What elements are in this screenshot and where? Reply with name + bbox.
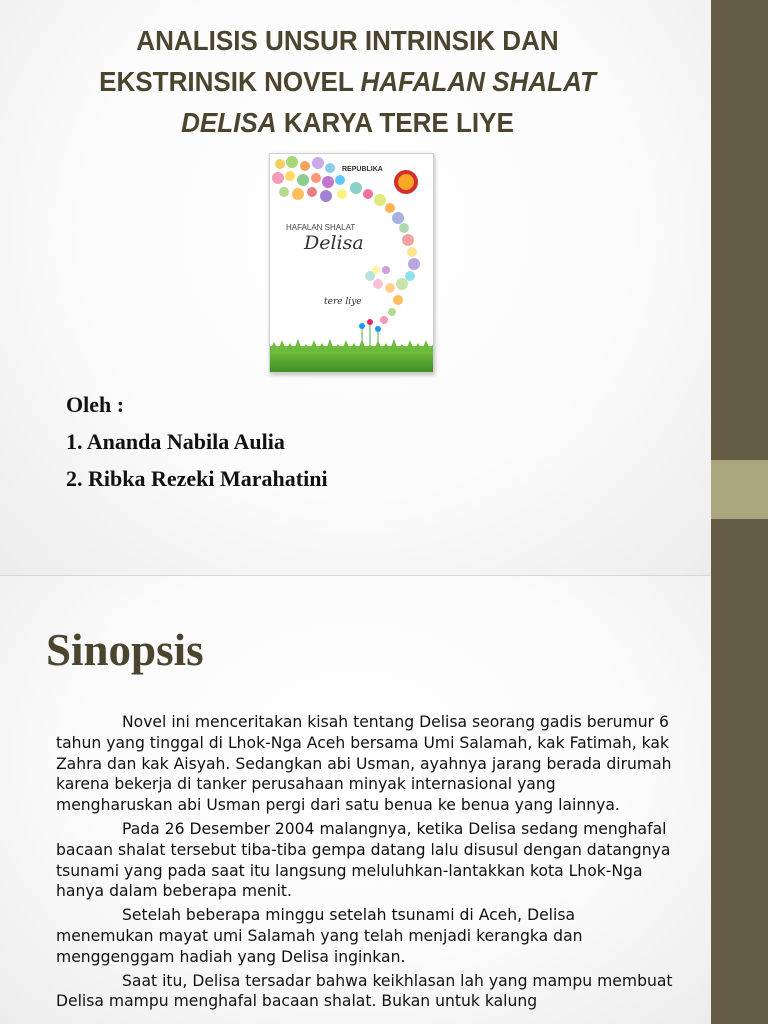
sinopsis-paragraph: Pada 26 Desember 2004 malangnya, ketika Delisa sedang menghafal bacaan shalat tersebut tiba-tiba gempa datang lalu disusul dengan datangnya tsunami yang pada saat itu langsung meluluhkan-lantakkan kota Lhok-Nga hanya dalam beberapa menit. [56, 819, 671, 901]
sinopsis-body [56, 712, 674, 1015]
authors-label: Oleh : [66, 392, 125, 417]
authors-block [66, 386, 328, 497]
cover-series: HAFALAN SHALAT [286, 223, 356, 232]
sinopsis-paragraph: Setelah beberapa minggu setelah tsunami di Aceh, Delisa menemukan mayat umi Salamah yang telah menjadi kerangka dan menggenggam hadiah yang Delisa inginkan. [56, 906, 583, 966]
sinopsis-paragraph: Saat itu, Delisa tersadar bahwa keikhlasan lah yang mampu membuat Delisa mampu menghafal bacaan shalat. Bukan untuk kalung [56, 971, 673, 1011]
title-novel-name: HAFALAN SHALAT DELISA [181, 66, 596, 138]
cover-book-title: Delisa [304, 232, 364, 254]
side-rail-bottom [711, 519, 768, 1024]
slide-title-heading [62, 20, 634, 143]
book-cover-art [270, 154, 433, 372]
title-text: ANALISIS UNSUR INTRINSIK DAN EKSTRINSIK NOVEL [99, 25, 559, 97]
author-name: 2. Ribka Rezeki Marahatini [66, 466, 328, 491]
author-name: 1. Ananda Nabila Aulia [66, 429, 285, 454]
side-rail-top [711, 0, 768, 460]
book-cover-image [269, 153, 434, 373]
side-rail-accent [711, 460, 768, 519]
cover-publisher: REPUBLIKA [342, 166, 383, 173]
sinopsis-paragraph: Novel ini menceritakan kisah tentang Delisa seorang gadis berumur 6 tahun yang tinggal di Lhok-Nga Aceh bersama Umi Salamah, kak Fatimah, kak Zahra dan kak Aisyah. Sedangkan abi Usman, ayahnya jarang berada dirumah karena bekerja di tanker perusahaan minyak internasional yang mengharuskan abi Usman pergi dari satu benua ke benua yang lainnya. [56, 713, 672, 815]
cover-author: tere liye [324, 297, 362, 307]
title-text-end: KARYA TERE LIYE [276, 107, 514, 138]
sinopsis-heading: Sinopsis [46, 625, 204, 675]
